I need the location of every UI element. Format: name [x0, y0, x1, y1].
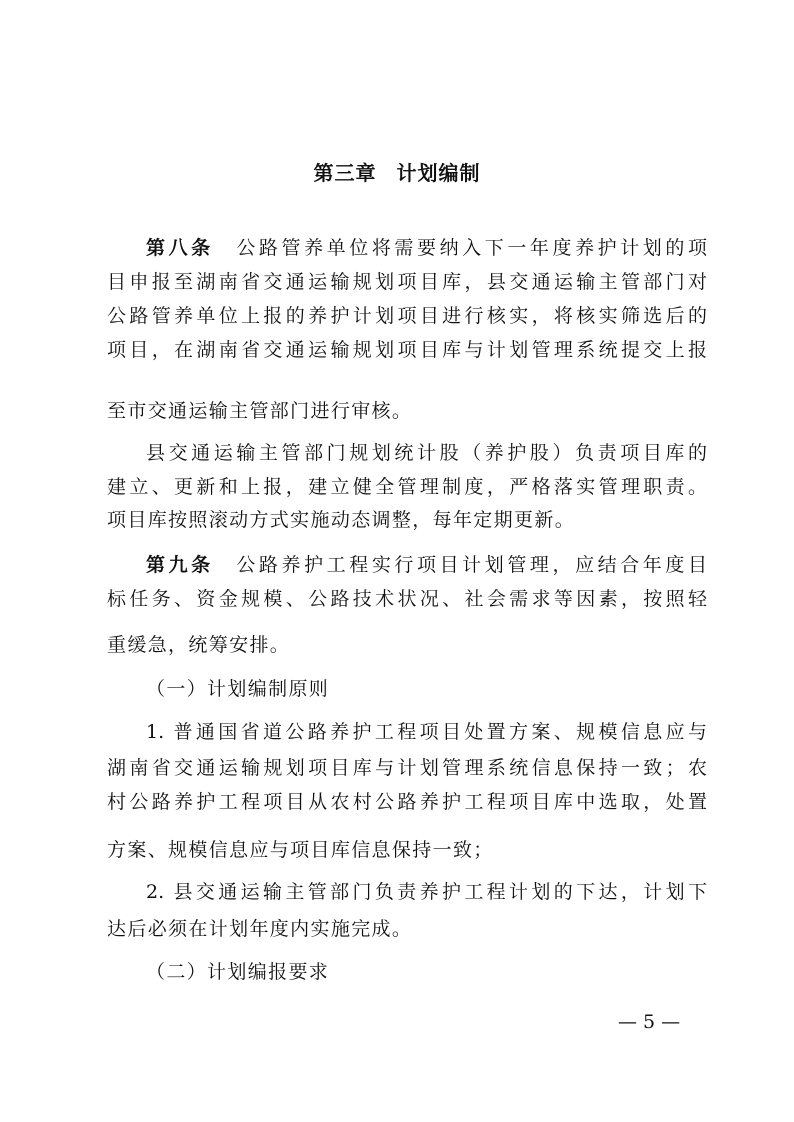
section-1-item-1-line-4: 方案、规模信息应与项目库信息保持一致；: [107, 839, 494, 861]
section-1-item-2-line-2: 达后必须在计划年度内实施完成。: [107, 918, 413, 940]
article-8-para2-line-3: 项目库按照滚动方式实施动态调整，每年定期更新。: [107, 509, 576, 531]
article-8-line-2: 目申报至湖南省交通运输规划项目库，县交通运输主管部门对: [107, 271, 707, 293]
section-2-heading: （二）计划编报要求: [146, 961, 330, 983]
article-8-line-5: 至市交通运输主管部门进行审核。: [107, 400, 413, 422]
article-8-label: 第八条: [146, 237, 214, 259]
article-9-line-2: 标任务、资金规模、公路技术状况、社会需求等因素，按照轻: [107, 588, 707, 610]
article-8-line-3: 公路管养单位上报的养护计划项目进行核实，将核实筛选后的: [107, 305, 707, 327]
article-9-label: 第九条: [146, 554, 214, 576]
section-1-item-1-line-3: 村公路养护工程项目从农村公路养护工程项目库中选取，处置: [107, 791, 707, 813]
section-1-item-2-line-1: 2. 县交通运输主管部门负责养护工程计划的下达，计划下: [146, 881, 707, 903]
chapter-number: 第三章: [313, 161, 377, 185]
page-number: — 5 —: [618, 1011, 681, 1033]
article-9-line-3: 重缓急，统筹安排。: [107, 634, 291, 656]
chapter-title: 计划编制: [396, 161, 481, 185]
article-8-line-1: 第八条 公路管养单位将需要纳入下一年度养护计划的项: [146, 237, 707, 259]
section-1-item-1-line-2: 湖南省交通运输规划项目库与计划管理系统信息保持一致；农: [107, 757, 707, 779]
chapter-heading: [0, 158, 794, 188]
article-8-para2-line-2: 建立、更新和上报，建立健全管理制度，严格落实管理职责。: [107, 476, 707, 498]
article-8-line-4: 项目，在湖南省交通运输规划项目库与计划管理系统提交上报: [107, 339, 707, 361]
section-1-item-1-line-1: 1. 普通国省道公路养护工程项目处置方案、规模信息应与: [146, 721, 707, 743]
article-9-line-1: 第九条 公路养护工程实行项目计划管理，应结合年度目: [146, 554, 707, 576]
article-8-para2-line-1: 县交通运输主管部门规划统计股（养护股）负责项目库的: [146, 442, 707, 464]
section-1-heading: （一）计划编制原则: [146, 678, 330, 700]
